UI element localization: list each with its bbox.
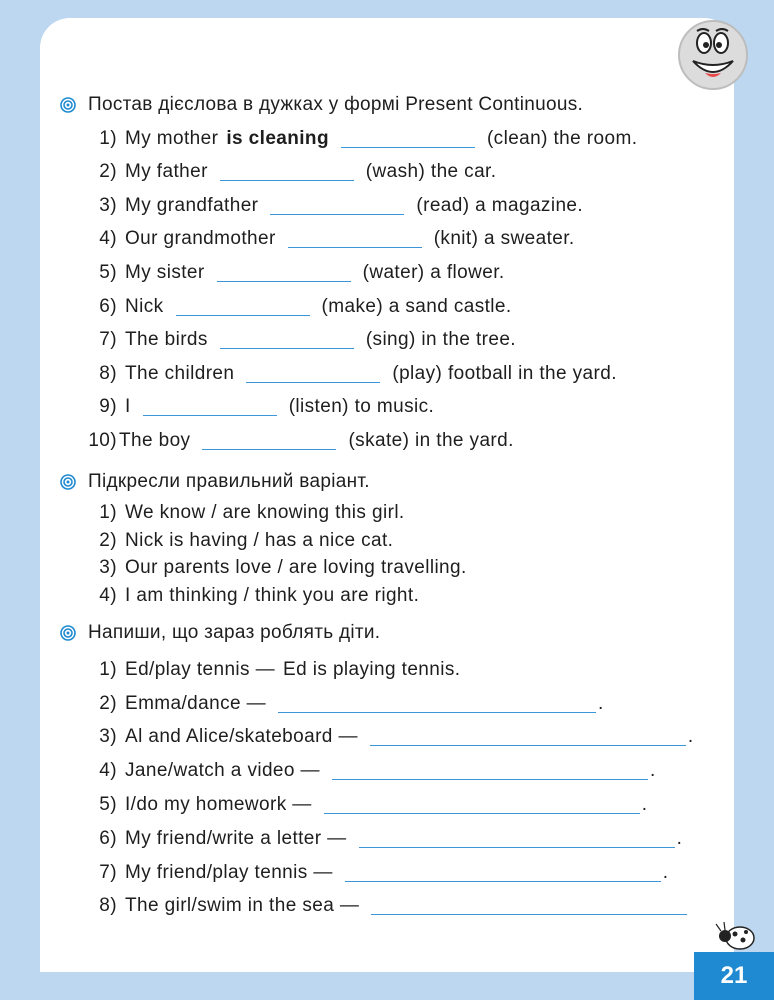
answer-blank[interactable] [143,401,277,416]
item-number: 8) [99,362,117,384]
exercise-row [60,647,740,681]
exercise-row [60,579,740,607]
item-verb-hint: (wash) the car. [365,161,497,183]
item-number: 8) [99,895,117,917]
answer-blank[interactable] [278,698,596,713]
item-number: 6) [99,295,117,317]
choice-sentence[interactable]: Our parents love / are loving travelling. [125,557,467,579]
exercise-row [60,816,740,850]
exercise-row [60,524,740,552]
item-number: 2) [99,692,117,714]
item-prompt: I/do my homework — [125,793,312,815]
item-verb-hint: (water) a flower. [362,261,505,283]
item-period: . [687,726,694,748]
exercise-row [60,385,740,419]
answer-blank[interactable] [202,435,336,450]
item-subject: Nick [125,295,164,317]
item-number: 10) [88,429,117,451]
item-number: 7) [99,861,117,883]
item-verb-hint: (make) a sand castle. [321,295,512,317]
exercise-row [60,884,740,918]
answer-blank[interactable] [359,833,675,848]
page-number: 21 [694,952,774,1000]
item-prompt: My friend/play tennis — [125,861,333,883]
item-subject: My mother [125,127,219,149]
item-prompt: Emma/dance — [125,692,267,714]
exercise-row [60,150,740,184]
item-number: 9) [99,396,117,418]
exercise-row [60,715,740,749]
item-number: 2) [99,529,117,551]
exercise-present-continuous [60,94,740,452]
answer-blank[interactable] [371,900,687,915]
item-period: . [649,760,656,782]
ladybug-icon [710,920,760,952]
item-verb-hint: (listen) to music. [288,396,435,418]
item-prompt: Ed/play tennis — [125,658,276,680]
item-subject: The children [125,362,235,384]
exercise-row [60,217,740,251]
answer-blank[interactable] [217,267,351,282]
exercise-row [60,351,740,385]
item-number: 6) [99,827,117,849]
exercise-row [60,782,740,816]
exercise-heading [60,94,740,116]
answer-filled: is cleaning [226,127,329,149]
exercise-row [60,850,740,884]
item-subject: My sister [125,261,205,283]
page-frame-right [734,0,774,1000]
target-bullet-icon [60,625,76,641]
answer-blank[interactable] [270,200,404,215]
item-prompt: The girl/swim in the sea — [125,895,360,917]
exercise-row [60,552,740,580]
answer-example: Ed is playing tennis. [283,658,461,680]
exercise-row [60,250,740,284]
answer-blank[interactable] [341,133,475,148]
item-verb-hint: (play) football in the yard. [392,362,617,384]
answer-blank[interactable] [332,765,648,780]
item-number: 1) [99,501,117,523]
exercise-instruction: Підкресли правильний варіант. [88,471,370,492]
item-prompt: My friend/write a letter — [125,827,347,849]
item-verb-hint: (skate) in the yard. [348,429,514,451]
exercise-write-sentences [60,619,740,917]
choice-sentence[interactable]: We know / are knowing this girl. [125,501,405,523]
item-verb-hint: (clean) the room. [486,127,638,149]
exercise-underline-correct [60,468,740,607]
answer-blank[interactable] [345,867,661,882]
item-number: 2) [99,161,117,183]
item-verb-hint: (knit) a sweater. [433,228,575,250]
exercise-instruction: Постав дієслова в дужках у формі Present Continuous. [88,94,584,115]
item-subject: I [125,396,131,418]
exercise-instruction: Напиши, що зараз роблять діти. [88,622,381,643]
item-verb-hint: (read) a magazine. [416,194,584,216]
item-subject: My grandfather [125,194,259,216]
answer-blank[interactable] [246,368,380,383]
item-number: 4) [99,585,117,607]
item-number: 7) [99,329,117,351]
item-number: 3) [99,557,117,579]
exercise-row [60,183,740,217]
answer-blank[interactable] [370,731,686,746]
item-number: 1) [99,127,117,149]
answer-blank[interactable] [324,799,640,814]
target-bullet-icon [60,474,76,490]
exercise-row [60,418,740,452]
item-period: . [641,793,648,815]
item-prompt: Jane/watch a video — [125,760,320,782]
item-number: 5) [99,261,117,283]
item-subject: The birds [125,329,208,351]
item-period: . [662,861,669,883]
smiley-face-icon [675,17,751,93]
answer-blank[interactable] [220,166,354,181]
answer-blank[interactable] [288,233,422,248]
answer-blank[interactable] [220,334,354,349]
item-number: 3) [99,726,117,748]
exercise-row [60,496,740,524]
target-bullet-icon [60,97,76,113]
item-subject: Our grandmother [125,228,276,250]
exercise-heading [60,619,740,647]
page-frame-left [0,0,40,1000]
item-number: 3) [99,194,117,216]
item-subject: The boy [119,429,191,451]
exercise-row [60,116,740,150]
item-number: 4) [99,228,117,250]
item-subject: My father [125,161,208,183]
choice-sentence[interactable]: Nick is having / has a nice cat. [125,529,394,551]
item-prompt: Al and Alice/skateboard — [125,726,358,748]
answer-blank[interactable] [176,301,310,316]
page-frame-bottom [0,972,774,1000]
exercise-row [60,284,740,318]
exercise-row [60,318,740,352]
item-period: . [676,827,683,849]
choice-sentence[interactable]: I am thinking / think you are right. [125,585,420,607]
item-number: 1) [99,658,117,680]
exercise-row [60,681,740,715]
exercise-heading [60,468,740,496]
item-number: 4) [99,760,117,782]
item-verb-hint: (sing) in the tree. [365,329,516,351]
item-number: 5) [99,793,117,815]
exercise-row [60,748,740,782]
item-period: . [598,692,604,714]
